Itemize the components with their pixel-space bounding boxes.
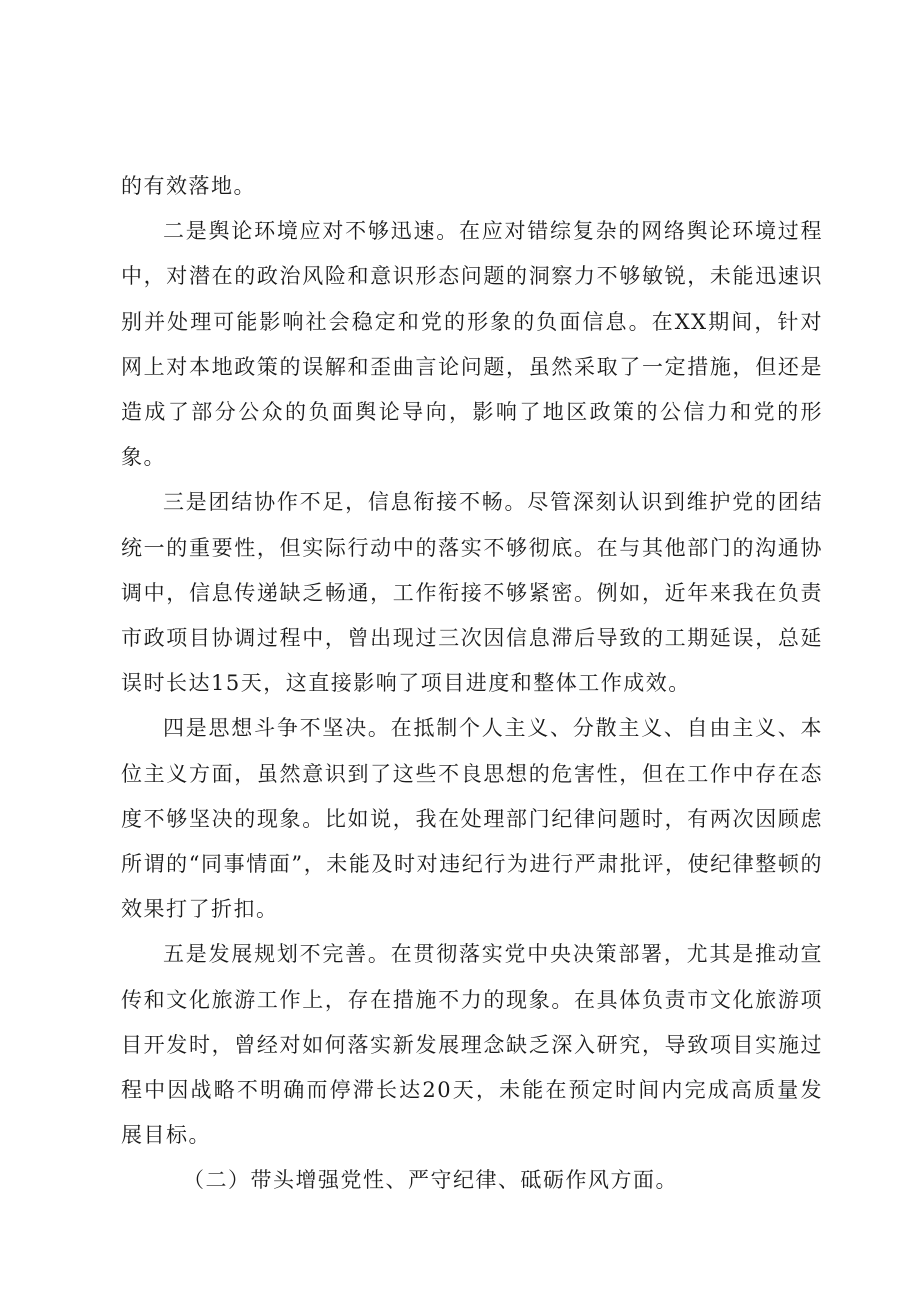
paragraph-teamwork: 三是团结协作不足，信息衔接不畅。尽管深刻认识到维护党的团结统一的重要性，但实际行动中的落实不够彻底。在与其他部门的沟通协调中，信息传递缺乏畅通，工作衔接不够紧密。例如，近年来我在负责市政项目协调过程中，曾出现过三次因信息滞后导致的工期延误，总延误时长达15天，这直接影响了项目进度和整体工作成效。 (121, 490, 823, 696)
document-body (121, 164, 823, 1204)
paragraph-public-opinion: 二是舆论环境应对不够迅速。在应对错综复杂的网络舆论环境过程中，对潜在的政治风险和意识形态问题的洞察力不够敏锐，未能迅速识别并处理可能影响社会稳定和党的形象的负面信息。在XX期间，针对网上对本地政策的误解和歪曲言论问题，虽然采取了一定措施，但还是造成了部分公众的负面舆论导向，影响了地区政策的公信力和党的形象。 (121, 219, 823, 470)
section-heading: （二）带头增强党性、严守纪律、砥砺作风方面。 (183, 1168, 678, 1193)
paragraph-development-planning: 五是发展规划不完善。在贯彻落实党中央决策部署，尤其是推动宣传和文化旅游工作上，存在措施不力的现象。在具体负责市文化旅游项目开发时，曾经对如何落实新发展理念缺乏深入研究，导致项目实施过程中因战略不明确而停滞长达20天，未能在预定时间内完成高质量发展目标。 (121, 942, 823, 1148)
paragraph-continuation: 的有效落地。 (121, 174, 256, 198)
paragraph-ideological-struggle: 四是思想斗争不坚决。在抵制个人主义、分散主义、自由主义、本位主义方面，虽然意识到了这些不良思想的危害性，但在工作中存在态度不够坚决的现象。比如说，我在处理部门纪律问题时，有两次因顾虑所谓的“同事情面”，未能及时对违纪行为进行严肃批评，使纪律整顿的效果打了折扣。 (121, 716, 823, 922)
